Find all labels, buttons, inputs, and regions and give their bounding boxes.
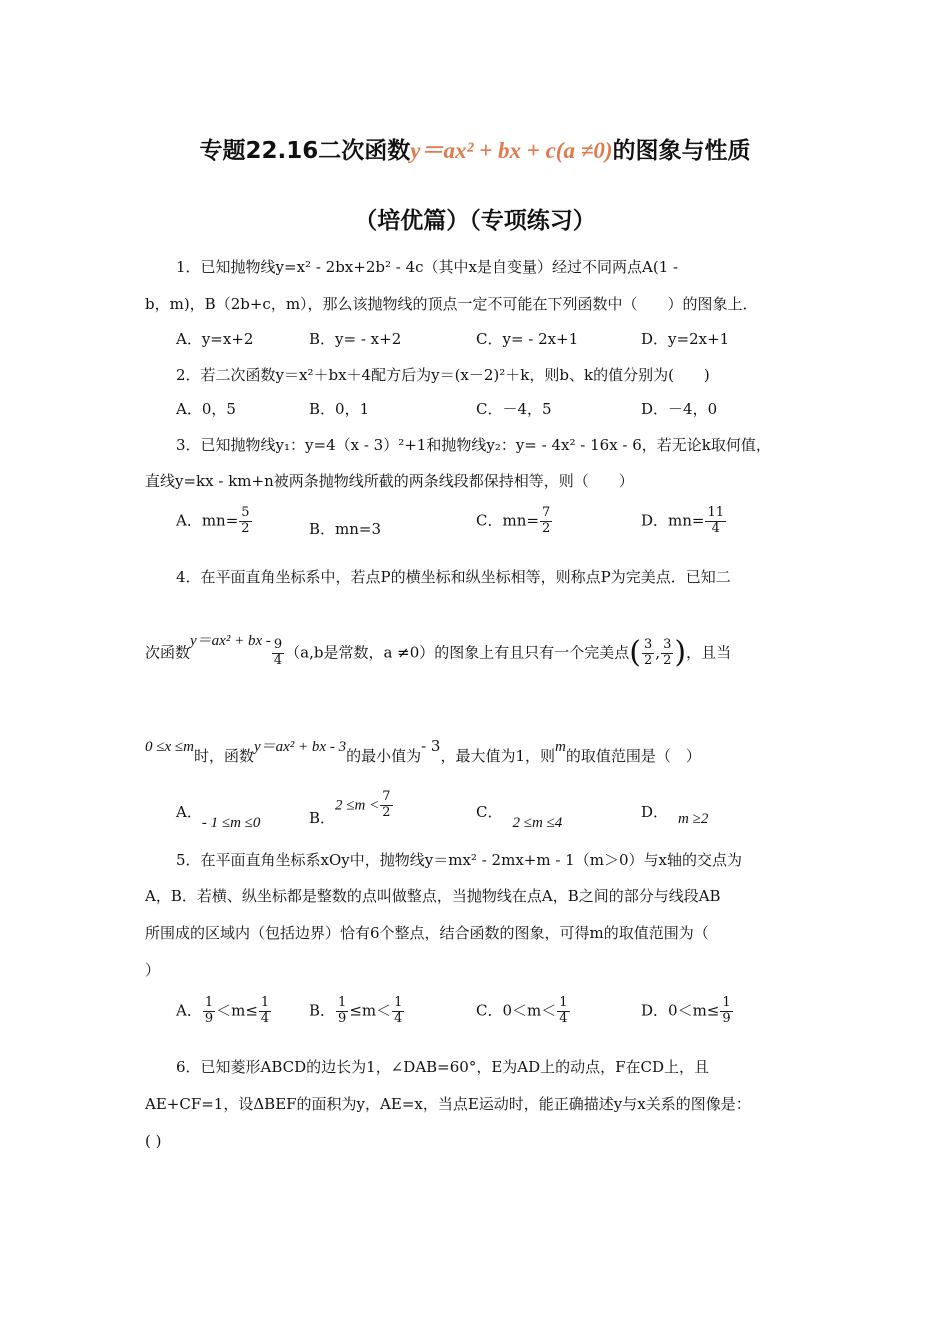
q3-option-d-fraction [705,506,726,537]
fraction-denominator: 2 [241,520,250,536]
fraction-denominator: 4 [711,520,720,536]
fraction-numerator: 9 [273,637,283,652]
fraction-denominator: 4 [559,1010,568,1026]
q4-line1: 4．在平面直角坐标系中，若点P的横坐标和纵坐标相等，则称点P为完美点．已知二 [176,568,731,586]
q3-line1: 3．已知抛物线y₁：y=4（x - 3）²+1和抛物线y₂：y= - 4x² - 16x - 6，若无论k取何值， [176,436,771,454]
point-paren-right: ) [674,635,687,671]
q3-option-c-fraction [540,506,552,537]
q3-option-a-fraction [239,506,251,537]
q5-option-a [176,996,272,1027]
page-title [0,132,950,165]
q3-line2: 直线y=kx - km+n被两条抛物线所截的两条线段都保持相等，则（ ） [145,472,634,490]
q6-line1: 6．已知菱形ABCD的边长为1，∠DAB=60°，E为AD上的动点，F在CD上，且 [176,1058,710,1076]
fraction-denominator: 2 [663,652,672,668]
q4-min: - 3 [421,737,441,755]
q2-option-d: D．－4，0 [641,400,718,418]
fraction-numerator: 1 [394,995,403,1010]
q3-option-a [176,506,253,537]
q5-option-d [641,996,734,1027]
fraction-denominator: 4 [273,652,283,668]
q2-option-b: B．0，1 [309,400,370,418]
q5-line2: A，B．若横、纵坐标都是整数的点叫做整点，当抛物线在点A，B之间的部分与线段AB [145,887,721,905]
title-part2: 的图象与性质 [612,138,751,164]
q1-option-d: D．y=2x+1 [641,330,730,348]
q4-option-d-label: D． [641,803,669,821]
q4-line3c: 的最小值为 [346,747,422,765]
q5-line4: ） [145,961,161,979]
q5-option-d-pre: 0＜m≤ [668,1001,720,1020]
q2-option-a: A．0，5 [176,400,236,418]
q3-option-d-label: D．mn= [641,511,705,530]
q4-option-b-label: B． [309,809,336,828]
fraction-numerator: 3 [663,637,672,652]
q4-option-d-expr: m ≥2 [678,811,709,827]
q4-option-a-expr: - 1 ≤m ≤0 [201,815,261,831]
fraction-numerator: 1 [338,995,347,1010]
point-paren-left: ( [629,635,641,671]
q4-option-b-expr: 2 ≤m < [335,797,380,814]
q4-line3d: ，最大值为1，则 [440,747,556,765]
q4-option-a [176,803,261,831]
fraction-numerator: 1 [559,995,568,1010]
fraction-numerator: 7 [382,789,391,804]
fraction-numerator: 1 [260,995,270,1010]
q4-option-c-expr: 2 ≤m ≤4 [512,815,563,831]
q3-option-d [641,506,727,537]
q5-line3: 所围成的区域内（包括边界）恰有6个整点，结合函数的图象，可得m的取值范围为（ [145,924,709,942]
q4-option-b-fraction [380,790,392,821]
title-formula: y＝ax² + bx + c(a ≠0) [410,138,613,163]
q5-option-b [309,996,405,1027]
q5-option-b-mid: ≤m＜ [349,1001,392,1020]
q1-option-c: C．y= - 2x+1 [476,330,579,348]
point-y-fraction [661,638,673,669]
q4-frac1 [272,638,284,669]
q5-option-b-fraction2 [392,996,404,1027]
q4-line3 [145,737,701,765]
q5-option-b-label: B． [309,1001,336,1020]
fraction-numerator: 1 [722,995,731,1010]
q2-line1: 2．若二次函数y＝x²＋bx＋4配方后为y＝(x－2)²＋k，则b、k的值分别为( ) [176,366,710,384]
q4-line3e: 的取值范围是（ ） [565,747,701,765]
q4-line2c: ，且当 [686,643,732,662]
q1-option-a: A．y=x+2 [176,330,254,348]
q4-option-b [309,789,394,828]
q5-option-d-fraction [720,996,732,1027]
q2-option-c: C．－4，5 [476,400,552,418]
q5-option-a-label: A． [176,1001,202,1020]
q3-option-c-label: C．mn= [476,511,539,530]
q4-m: m [555,739,566,755]
q1-option-b: B．y= - x+2 [309,330,402,348]
q1-line1: 1．已知抛物线y=x² - 2bx+2b² - 4c（其中x是自变量）经过不同两点A(1 - [176,258,679,276]
fraction-numerator: 1 [204,995,214,1010]
q3-option-a-label: A．mn= [176,511,239,530]
q4-option-c-label: C． [476,803,503,821]
q5-option-c-pre: 0＜m＜ [502,1001,557,1020]
fraction-numerator: 11 [707,505,725,520]
fraction-denominator: 9 [722,1010,731,1026]
fraction-denominator: 2 [644,652,653,668]
fraction-numerator: 3 [644,637,653,652]
q1-line2: b，m)，B（2b+c，m），那么该抛物线的顶点一定不可能在下列函数中（ ）的图象上． [145,295,758,313]
q5-option-a-mid: ＜m≤ [216,1001,258,1020]
q6-line3: ( ) [145,1132,162,1150]
q4-formula1: y＝ax² + bx - [190,633,271,650]
q4-range: 0 ≤x ≤m [145,739,194,755]
fraction-denominator: 4 [260,1010,270,1026]
q4-line2a: 次函数 [145,643,191,662]
fraction-numerator: 5 [241,505,250,520]
fraction-denominator: 2 [382,804,391,820]
fraction-denominator: 9 [204,1010,214,1026]
q5-option-d-label: D． [641,1001,669,1020]
q4-option-a-label: A． [176,803,202,821]
page-subtitle: （培优篇）（专项练习） [354,208,596,234]
q5-option-a-fraction2 [259,996,271,1027]
point-x-fraction [642,638,654,669]
q4-line3b: 时，函数 [193,747,254,765]
fraction-denominator: 2 [541,520,551,536]
q6-line2: AE+CF=1，设ΔBEF的面积为y，AE=x，当点E运动时，能正确描述y与x关系的图像是： [145,1095,751,1113]
q5-option-c-fraction [557,996,569,1027]
q5-option-a-fraction1 [203,996,215,1027]
q4-line2b: （a,b是常数，a ≠0）的图象上有且只有一个完美点 [285,643,630,662]
fraction-denominator: 9 [338,1010,347,1026]
q5-option-c-label: C． [476,1001,503,1020]
title-part1: 专题22.16二次函数 [199,138,411,164]
fraction-denominator: 4 [394,1010,403,1026]
q5-line1: 5．在平面直角坐标系xOy中，抛物线y＝mx² - 2mx+m - 1（m＞0）与x轴的交点为 [176,851,742,869]
q5-option-c [476,996,571,1027]
q5-option-b-fraction1 [336,996,348,1027]
q3-option-c [476,506,553,537]
q3-option-b: B．mn=3 [309,520,382,538]
q4-option-c [476,803,563,831]
q4-formula2: y＝ax² + bx - 3 [253,739,347,755]
q4-line2: 次函数y＝ax² + bx - $\frac{9}{4}$ （a,b是常数，a ≠0）的图象上有且只有一个完美点( $\frac{3}{2}$ , $\frac{3}{2}$ )，且当 [145,633,732,671]
q4-option-d [641,803,709,827]
fraction-numerator: 7 [541,505,551,520]
